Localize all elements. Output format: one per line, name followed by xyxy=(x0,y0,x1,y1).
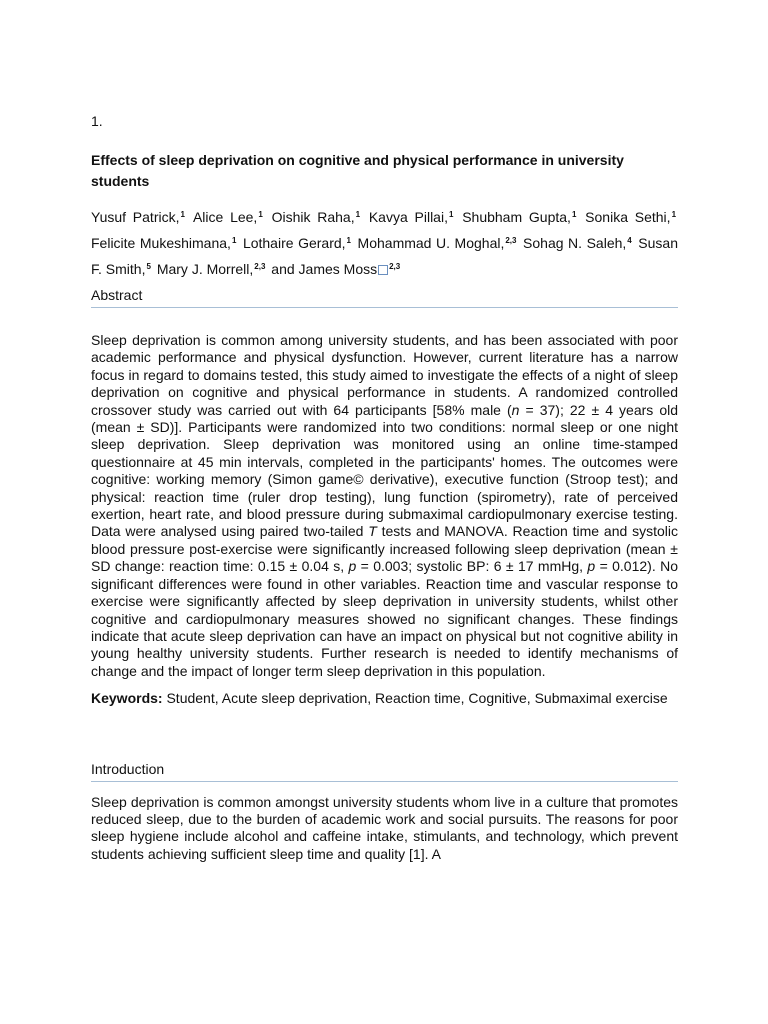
author-name: Sohag N. Saleh, xyxy=(523,235,627,251)
keywords-list: Student, Acute sleep deprivation, Reaction time, Cognitive, Submaximal exercise xyxy=(162,690,668,707)
paper-title: Effects of sleep deprivation on cognitive and physical performance in university students xyxy=(91,152,624,189)
author-name: Shubham Gupta, xyxy=(462,209,571,225)
author-affiliation: 4 xyxy=(627,236,632,245)
author-affiliation: 5 xyxy=(146,262,151,271)
abstract-italic: T xyxy=(368,523,377,540)
author-name: Sonika Sethi, xyxy=(585,209,671,225)
introduction-heading: Introduction xyxy=(91,760,678,782)
author-name: Oishik Raha, xyxy=(271,209,355,225)
article-number: 1. xyxy=(91,113,103,129)
author-affiliation: 1 xyxy=(231,236,237,245)
author-affiliation: 2,3 xyxy=(389,262,401,271)
author-name: Felicite Mukeshimana, xyxy=(91,235,231,251)
author-affiliation: 2,3 xyxy=(505,236,517,245)
author-affiliation: 1 xyxy=(571,210,577,219)
author-name: Lothaire Gerard, xyxy=(242,235,346,251)
author-name: Yusuf Patrick, xyxy=(91,209,180,225)
abstract-italic: n xyxy=(511,401,520,418)
author-affiliation: 1 xyxy=(355,210,361,219)
author-affiliation: 1 xyxy=(448,210,454,219)
keywords xyxy=(91,690,678,707)
author-name: and James Moss xyxy=(271,261,378,277)
introduction-text: Sleep deprivation is common amongst university students whom live in a culture that promotes reduced sleep, due to the burden of academic work and social pursuits. The reasons for poor sleep hygiene include alcohol and caffeine intake, stimulants, and technology, which prevent students achieving sufficient sleep time and quality [1]. A xyxy=(91,793,678,862)
author-affiliation: 1 xyxy=(258,210,263,219)
author-name: Susan F. Smith, xyxy=(91,235,678,277)
author-name: Mary J. Morrell, xyxy=(156,261,254,277)
abstract-segment: tests and MANOVA. Reaction time and systolic blood pressure post-exercise were significantly increased following sleep deprivation (mean ± SD change: reaction time: 0.15 ± 0.04 s, xyxy=(91,523,678,575)
author-list xyxy=(91,204,678,282)
abstract-heading: Abstract xyxy=(91,286,678,308)
author-name: Alice Lee, xyxy=(192,209,258,225)
author-name: Mohammad U. Moghal, xyxy=(357,235,505,251)
abstract-segment: = 37); 22 ± 4 years old (mean ± SD)]. Participants were randomized into two conditions: normal sleep or one night sleep deprivation. Sleep deprivation was monitored using an online time-stamped questionnaire at 45 min intervals, completed in the participants' homes. The outcomes were cognitive: working memory (Simon game© derivative), executive function (Stroop test); and physical: reaction time (ruler drop testing), lung function (spirometry), rate of perceived exertion, heart rate, and blood pressure during submaximal cardiopulmonary exercise testing. Data were analysed using paired two-tailed xyxy=(91,401,678,540)
abstract-italic: p xyxy=(587,558,596,575)
keywords-label: Keywords: xyxy=(91,690,163,707)
author-affiliation: 1 xyxy=(346,236,351,245)
author-affiliation: 2,3 xyxy=(254,262,266,271)
abstract-segment: = 0.003; systolic BP: 6 ± 17 mmHg, xyxy=(356,558,588,575)
author-name: Kavya Pillai, xyxy=(368,209,448,225)
abstract-italic: p xyxy=(348,558,357,575)
abstract-text xyxy=(91,332,678,680)
link-flag-icon[interactable] xyxy=(378,265,388,275)
author-affiliation: 1 xyxy=(180,210,185,219)
paper-content xyxy=(91,112,678,863)
abstract-segment: = 0.012). No significant differences were found in other variables. Reaction time and vascular response to exercise were significantly affected by sleep deprivation in university students, whilst other cognitive and cardiopulmonary measures showed no significant changes. These findings indicate that acute sleep deprivation can have an impact on physical but not cognitive ability in young healthy university students. Further research is needed to identify mechanisms of change and the impact of longer term sleep deprivation in this population. xyxy=(91,558,678,679)
author-affiliation: 1 xyxy=(671,210,677,219)
abstract-segment: Sleep deprivation is common among university students, and has been associated with poor academic performance and physical dysfunction. However, current literature has a narrow focus in regard to domains tested, this study aimed to investigate the effects of a night of sleep deprivation on cognitive and physical performance in students. A randomized controlled crossover study was carried out with 64 participants [58% male ( xyxy=(91,332,678,418)
